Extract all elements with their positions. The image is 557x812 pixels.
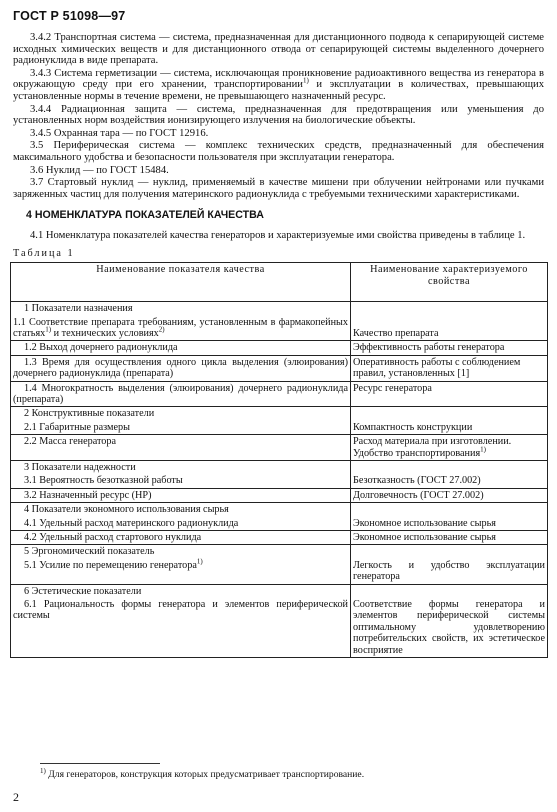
indicator-cell: 1.1 Соответствие препарата требованиям, установленным в фармакопейных статьях$^{1)}$ и технических условиях$^{2)}$ [11, 316, 351, 341]
property-cell: Компактность конструкции [351, 421, 548, 435]
indicator-cell: 2.1 Габаритные размеры [11, 421, 351, 435]
indicator-cell: 4.1 Удельный расход материнского радионуклида [11, 517, 351, 531]
paragraph-3-4-4: 3.4.4 Радиационная защита — система, предназначенная для предотвращения или уменьшения до установленных норм воздействия ионизирующего излучения на биологические объекты. [13, 103, 544, 127]
group-heading: 6 Эстетические показатели [11, 584, 351, 598]
property-cell: Легкость и удобство эксплуатации генератора [351, 559, 548, 584]
property-cell: Долговечность (ГОСТ 27.002) [351, 488, 548, 502]
table-group-row [11, 302, 548, 316]
table-group-row [11, 584, 548, 598]
property-cell: Безотказность (ГОСТ 27.002) [351, 474, 548, 488]
paragraph-3-6: 3.6 Нуклид — по ГОСТ 15484. [30, 164, 169, 176]
property-cell: Экономное использование сырья [351, 531, 548, 545]
table-row [11, 559, 548, 584]
property-cell: Ресурс генератора [351, 381, 548, 407]
property-cell: Оперативность работы с соблюдением правил, установленных [1] [351, 355, 548, 381]
table-caption: Таблица 1 [13, 247, 75, 259]
table-group-row [11, 460, 548, 474]
paragraph-3-5: 3.5 Периферическая система — комплекс технических средств, предназначенный для обеспечения максимального удобства и безопасности пользователя при эксплуатации генератора. [13, 140, 544, 163]
table-row [11, 435, 548, 461]
paragraph-4-1: 4.1 Номенклатура показателей качества генераторов и характеризуемые ими свойства приведены в таблице 1. [30, 229, 526, 241]
table-row [11, 474, 548, 488]
quality-indicators-table [10, 262, 548, 658]
column-header-indicator: Наименование показателя качества [11, 263, 351, 302]
property-cell: Расход материала при изготовлении. Удобство транспортирования$^{1)}$ [351, 435, 548, 461]
table-row [11, 341, 548, 355]
indicator-cell: 3.1 Вероятность безотказной работы [11, 474, 351, 488]
indicator-cell: 2.2 Масса генератора [11, 435, 351, 461]
group-heading: 3 Показатели надежности [11, 460, 351, 474]
document-body [13, 32, 544, 658]
table-row [11, 316, 548, 341]
property-cell: Эффективность работы генератора [351, 341, 548, 355]
paragraph-3-4-5: 3.4.5 Охранная тара — по ГОСТ 12916. [30, 127, 209, 139]
group-heading: 5 Эргономический показатель [11, 545, 351, 559]
property-cell: Качество препарата [351, 316, 548, 341]
table-row [11, 531, 548, 545]
paragraph-3-4-2: 3.4.2 Транспортная система — система, предназначенная для дистанционного подвода к сепарирующей системе исходных химических веществ и для дистанционного отвода от сепарирующей системы выделенного дочернего радионуклида в виде препарата. [13, 32, 544, 67]
group-heading: 1 Показатели назначения [11, 302, 351, 316]
property-cell: Соответствие формы генератора и элементов периферической системы оптимальному удовлетворению потребительских свойств, их эстетическое восприятие [351, 598, 548, 658]
indicator-cell: 5.1 Усилие по перемещению генератора$^{1)}$ [11, 559, 351, 584]
table-row [11, 517, 548, 531]
section-4-title: 4 НОМЕНКЛАТУРА ПОКАЗАТЕЛЕЙ КАЧЕСТВА [26, 209, 264, 222]
footnote: $^{1)}$ Для генераторов, конструкция которых предусматривает транспортирование. [40, 766, 365, 780]
table-group-row [11, 407, 548, 421]
indicator-cell: 1.2 Выход дочернего радионуклида [11, 341, 351, 355]
table-row [11, 421, 548, 435]
table-row [11, 381, 548, 407]
group-heading: 4 Показатели экономного использования сырья [11, 503, 351, 517]
footnote-ref: 1) [302, 76, 309, 85]
indicator-cell: 3.2 Назначенный ресурс (НР) [11, 488, 351, 502]
standard-header: ГОСТ Р 51098—97 [13, 9, 126, 23]
table-header-row [11, 263, 548, 302]
indicator-cell: 1.4 Многократность выделения (элюирования) дочернего радионуклида (препарата) [11, 381, 351, 407]
paragraph-3-7: 3.7 Стартовый нуклид — нуклид, применяемый в качестве мишени при облучении нейтронами или пучками заряженных частиц для получения материнского радионуклида с требуемыми техническими характеристиками. [13, 177, 544, 200]
table-row [11, 598, 548, 658]
indicator-cell: 1.3 Время для осуществления одного цикла выделения (элюирования) дочернего радионуклида (препарата) [11, 355, 351, 381]
indicator-cell: 6.1 Рациональность формы генератора и элементов периферической системы [11, 598, 351, 658]
footnote-divider [40, 763, 160, 764]
table-row [11, 488, 548, 502]
table-row [11, 355, 548, 381]
page-number: 2 [13, 790, 19, 804]
table-group-row [11, 503, 548, 517]
property-cell: Экономное использование сырья [351, 517, 548, 531]
group-heading: 2 Конструктивные показатели [11, 407, 351, 421]
column-header-property: Наименование характеризуемого свойства [351, 263, 548, 302]
table-group-row [11, 545, 548, 559]
indicator-cell: 4.2 Удельный расход стартового нуклида [11, 531, 351, 545]
paragraph-3-4-3: 3.4.3 Система герметизации — система, исключающая проникновение радиоактивного вещества из генератора в окружающую среду при его хранении, транспортировании$^{1)}$ и эксплуатации в количествах, превышающих установленные нормы в течение времени, не превышающего назначенный ресурс. [13, 67, 544, 102]
